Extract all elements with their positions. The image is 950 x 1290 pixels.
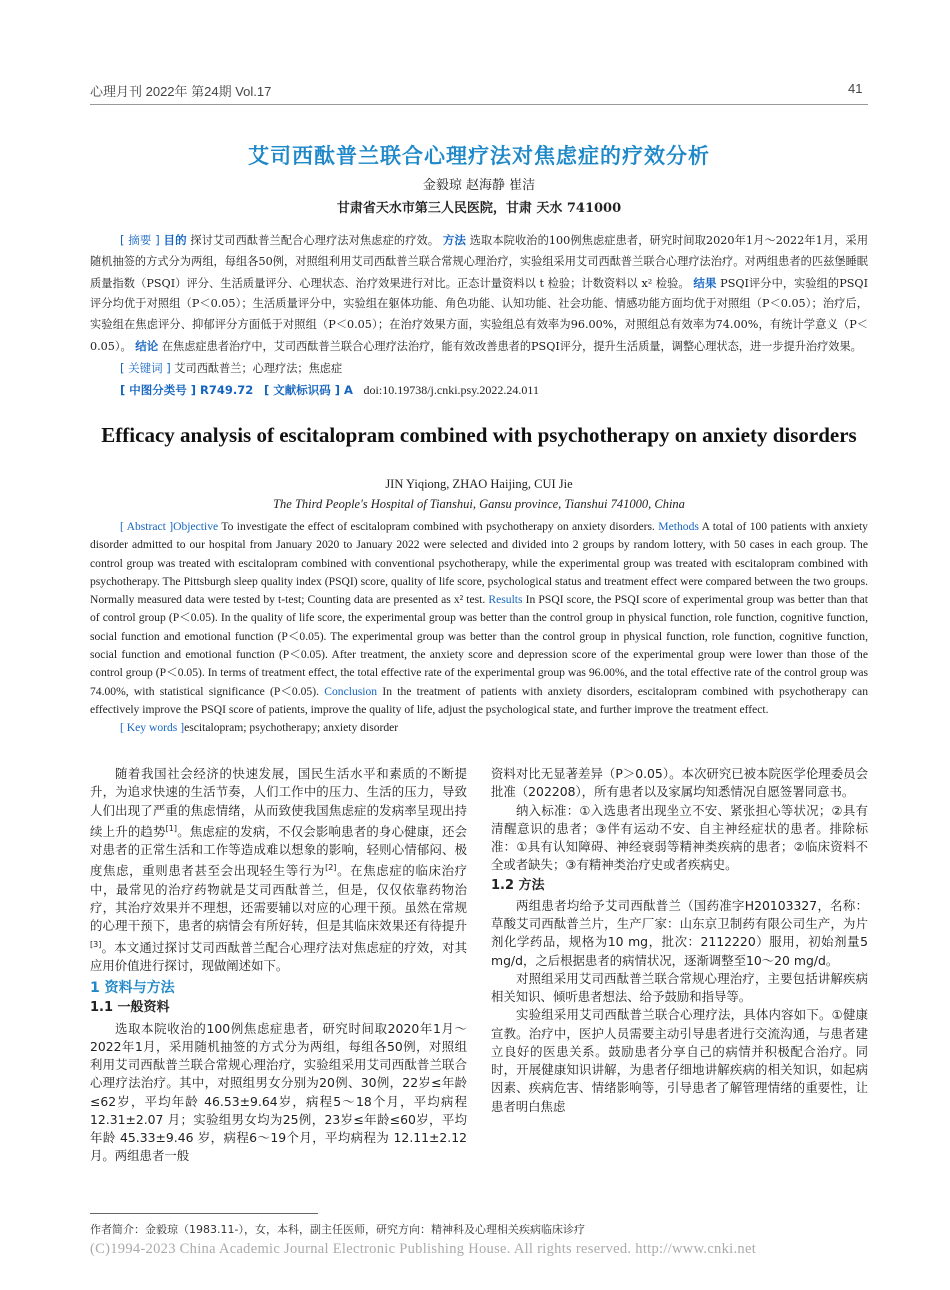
- abstract-cn: [90, 230, 868, 401]
- footnote-divider: [90, 1213, 318, 1214]
- methods-text: 选取本院收治的100例焦虑症患者，研究时间取2020年1月～2022年1月，采用随机抽签的方式分为两组，每组各50例，对照组利用艾司西酞普兰联合常规心理治疗，实验组采用艾司西酞普兰联合心理疗法治疗。对两组患者的匹兹堡睡眠质量指数（PSQI）评分、生活质量评分、心理状态、治疗效果进行对比。正态计量资料以 t 检验；计数资料以 x² 检验。: [90, 234, 869, 290]
- objective-label: 目的: [163, 233, 187, 247]
- results-text: PSQI评分中，实验组的PSQI评分均优于对照组（P＜0.05）；生活质量评分中，实验组在躯体功能、角色功能、认知功能、社会功能、情感功能方面均优于对照组（P＜0.05）；治疗后，实验组在焦虑评分、抑郁评分方面低于对照组（P＜0.05）；在治疗效果方面，实验组总有效率为96.00%，对照组总有效率为74.00%，有统计学意义（P＜0.05）。: [90, 276, 868, 353]
- doi-text[interactable]: doi:10.19738/j.cnki.psy.2022.24.011: [363, 382, 539, 397]
- methods-en-label: Methods: [658, 520, 699, 533]
- keywords-label: [ 关键词 ]: [120, 360, 171, 375]
- affiliation-cn: 甘肃省天水市第三人民医院，甘肃 天水 741000: [336, 201, 622, 216]
- results-label: 结果: [693, 275, 717, 290]
- conclusion-en-label: Conclusion: [324, 684, 378, 698]
- page-number: 41: [848, 81, 863, 96]
- conclusion-text: 在焦虑症患者治疗中，艾司西酞普兰联合心理疗法治疗，能有效改善患者的PSQI评分，提升生活质量，调整心理状态，进一步提升治疗效果。: [161, 339, 862, 353]
- section-1-1-heading: 1.1 一般资料: [90, 1000, 170, 1016]
- body-left-column: [90, 765, 467, 1166]
- journal-header: 心理月刊 2022年 第24期 Vol.17: [90, 84, 272, 99]
- author-footnote: 作者简介：金毅琼（1983.11-），女，本科，副主任医师，研究方向：精神科及心理相关疾病临床诊疗: [90, 1223, 585, 1236]
- objective-en-text: To investigate the effect of escitalopram combined with psychotherapy on anxiety disorders.: [221, 520, 655, 533]
- intro-text-2: 。焦虑症的发病，不仅会影响患者的身心健康，还会对患者的正常生活和工作等造成难以想象的影响，轻则心情郁闷、极度焦虑，重则患者甚至会出现轻生等行为: [90, 823, 468, 879]
- intro-text-1: 随着我国社会经济的快速发展，国民生活水平和素质的不断提升，为追求快速的生活节奏，人们工作中的压力、生活的压力，导致人们出现了严重的焦虑情绪，从而致使我国焦虑症的发病率呈现出持续上升的趋势: [90, 766, 467, 839]
- authors-en: JIN Yiqiong, ZHAO Haijing, CUI Jie: [385, 477, 573, 491]
- title-cn: 艾司西酞普兰联合心理疗法对焦虑症的疗效分析: [248, 144, 710, 168]
- intro-text-3: 。在焦虑症的临床治疗中，最常见的治疗药物就是艾司西酞普兰，但是，仅仅依靠药物治疗，其治疗效果并不理想，还需要辅以对应的心理干预。虽然在常规的心理干预下，患者的病情会有所好转，但是其临床效果还有待提升: [90, 863, 468, 934]
- affiliation-en: The Third People's Hospital of Tianshui, Gansu province, Tianshui 741000, China: [273, 497, 685, 511]
- intro-text-4: 。本文通过探讨艾司西酞普兰配合心理疗法对焦虑症的疗效，对其应用价值进行探讨，现做阐述如下。: [90, 939, 467, 973]
- doc-code-label: [ 文献标识码 ] A: [263, 382, 353, 397]
- conclusion-label: 结论: [135, 338, 159, 353]
- header-divider: [90, 104, 868, 105]
- authors-cn: 金毅琼 赵海静 崔洁: [422, 178, 536, 193]
- clc-label: [ 中图分类号 ] R749.72: [120, 382, 254, 397]
- right-paragraph-2: 纳入标准：①入选患者出现坐立不安、紧张担心等状况；②具有清醒意识的患者；③伴有运动不安、自主神经症状的患者。排除标准：①具有认知障碍、神经衰弱等精神类疾病的患者；②临床资料不全或者缺失；③有精神类治疗史或者疾病史。: [491, 802, 868, 873]
- keywords-text: 艾司西酞普兰；心理疗法；焦虑症: [174, 361, 343, 375]
- body-right-column: [491, 765, 868, 1116]
- title-en: Efficacy analysis of escitalopram combined with psychotherapy on anxiety disorders: [101, 423, 857, 447]
- objective-text: 探讨艾司西酞普兰配合心理疗法对焦虑症的疗效。: [190, 234, 440, 247]
- right-paragraph-1: 资料对比无显著差异（P＞0.05）。本次研究已被本院医学伦理委员会批准（202208），所有患者以及家属均知悉情况自愿签署同意书。: [491, 766, 868, 800]
- results-en-label: Results: [488, 593, 523, 607]
- methods-en-text: A total of 100 patients with anxiety disorder admitted to our hospital from January 2020 to January 2022 were selected and divided into 2 groups by random lottery, with 50 cases in each group. The control group was treated with escitalopram combined with conventional psychotherapy, while the experimental group was treated with escitalopram combined with psychotherapy. The Pittsburgh sleep quality index (PSQI) score, quality of life score, psychological status and treatment effect were compared between the two groups. Normally measured data were tested by t-test; Counting data are presented as x² test.: [90, 520, 868, 607]
- keywords-en-label: [ Key words ]: [120, 721, 185, 735]
- results-en-text: In PSQI score, the PSQI score of experimental group was better than that of control group (P＜0.05). In the quality of life score, the experimental group was better than the control group in physical function, role function, cognitive function, social function and emotional function (P＜0.05). The experimental group was better than the control group in physical function, role function, cognitive function, social function and emotional function (P＜0.05). After treatment, the anxiety score and depression score of the experimental group were lower than those of the control group (P＜0.05). In terms of treatment effect, the total effective rate of the experimental group was 96.00%, and the total effective rate of the control group was 74.00%, with statistical significance (P＜0.05).: [90, 593, 868, 698]
- ref-2[interactable]: [2]: [325, 863, 337, 873]
- right-paragraph-4: 对照组采用艾司西酞普兰联合常规心理治疗，主要包括讲解疾病相关知识、倾听患者想法、给予鼓励和指导等。: [491, 970, 868, 1004]
- objective-en-label: Objective: [173, 520, 219, 533]
- keywords-en-text: escitalopram; psychotherapy; anxiety disorder: [184, 721, 399, 735]
- methods-label: 方法: [442, 233, 467, 247]
- right-paragraph-3: 两组患者均给予艾司西酞普兰（国药准字H20103327，名称：草酸艾司西酞普兰片，生产厂家：山东京卫制药有限公司生产，为片剂化学药品，规格为10 mg，批次：2112220）服用，初始剂量5 mg/d，之后根据患者的病情状况，逐渐调整至10～20 mg/d。: [491, 897, 868, 968]
- ref-3[interactable]: [3]: [90, 939, 102, 949]
- right-paragraph-5: 实验组采用艾司西酞普兰联合心理疗法，具体内容如下。①健康宣教。治疗中，医护人员需要主动引导患者进行交流沟通，与患者建立良好的医患关系。鼓励患者分享自己的病情并积极配合治疗。同时，开展健康知识讲解，为患者仔细地讲解疾病的相关知识，如起病因素、疾病危害、情绪影响等，引导患者了解管理情绪的重要性，让患者明白焦虑: [491, 1007, 868, 1114]
- section-1-heading: 1 资料与方法: [90, 980, 175, 997]
- abstract-en: [90, 518, 868, 738]
- section-1-2-heading: 1.2 方法: [491, 877, 545, 893]
- intro-paragraph: [90, 765, 467, 975]
- conclusion-en-text: In the treatment of patients with anxiety disorders, escitalopram combined with psychotherapy can effectively improve the PSQI score of patients, improve the quality of life, adjust the psychological state, and further improve the treatment effect.: [90, 684, 868, 716]
- abstract-tag: [ 摘要 ]: [120, 233, 160, 247]
- copyright-line: (C)1994-2023 China Academic Journal Electronic Publishing House. All rights reserved. http://www.cnki.net: [90, 1241, 757, 1257]
- abstract-en-tag: [ Abstract ]: [120, 520, 174, 533]
- general-data-paragraph: 选取本院收治的100例焦虑症患者，研究时间取2020年1月～2022年1月，采用随机抽签的方式分为两组，每组各50例，对照组利用艾司西酞普兰联合常规心理治疗，实验组采用艾司西酞普兰联合心理疗法治疗。其中，对照组男女分别为20例、30例，22岁≤年龄≤62岁，平均年龄 46.53±9.64岁，病程5～18个月，平均病程 12.31±2.07 月；实验组男女均为25例，23岁≤年龄≤60岁，平均年龄 45.33±9.46 岁，病程6～19个月，平均病程为 12.11±2.12 月。两组患者一般: [90, 1020, 467, 1164]
- ref-1[interactable]: [1]: [165, 823, 177, 833]
